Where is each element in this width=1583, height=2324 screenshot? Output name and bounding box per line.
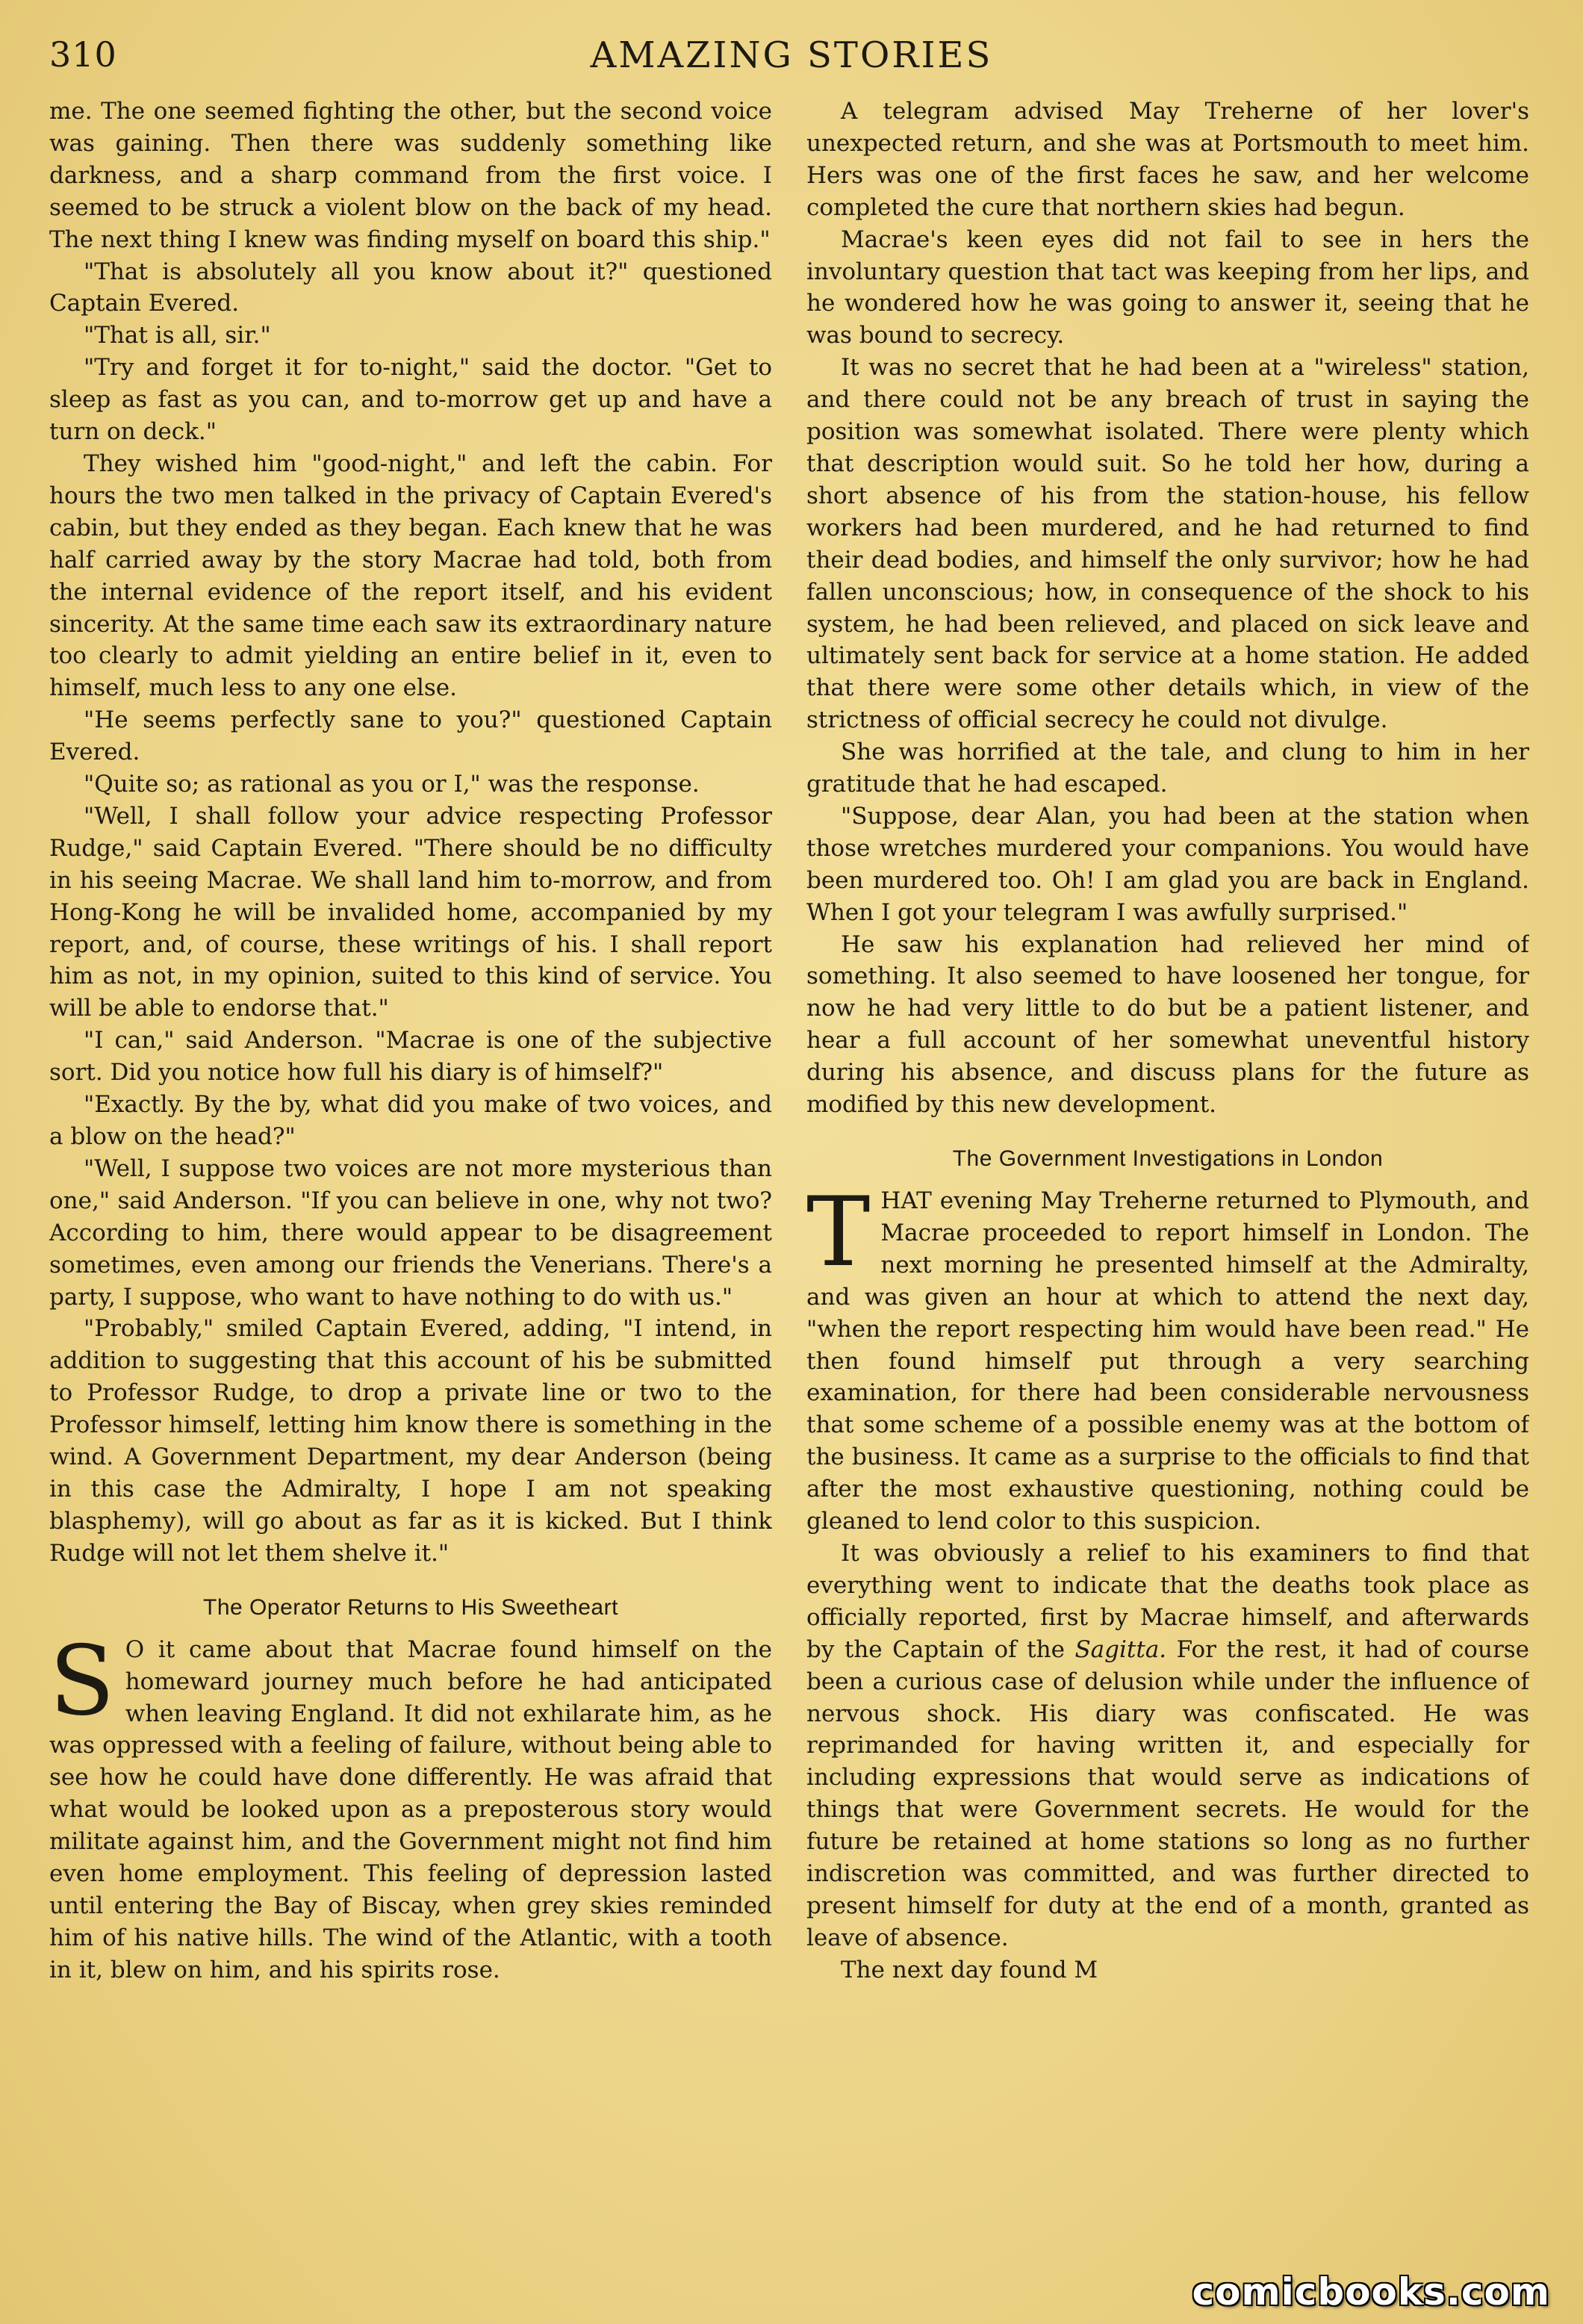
paragraph: It was no secret that he had been at a "wireless" station, and there could not be any breach of trust in saying the position was somewhat isolated. There were plenty which that description would suit. So he told her how, during a short absence of his from the station-house, his fellow workers had been murdered, and he had returned to find their dead bodies, and himself the only survivor; how he had fallen unconscious; how, in consequence of the shock to his system, he had been relieved, and placed on sick leave and ultimately sent back for service at a home station. He added that there were some other details which, in view of the strictness of official secrecy he could not divulge. bbox=[806, 354, 1529, 734]
paragraph: Macrae's keen eyes did not fail to see in hers the involuntary question that tact was keeping from her lips, and he wondered how he was going to answer it, seeing that he was bound to secrecy. bbox=[806, 226, 1529, 349]
dropcap-paragraph bbox=[806, 1177, 1529, 1538]
paragraph: "I can," said Anderson. "Macrae is one of the subjective sort. Did you notice how full his diary is of himself?" bbox=[49, 1027, 772, 1087]
left-column-body bbox=[49, 96, 772, 1570]
right-section-body bbox=[806, 1177, 1529, 1986]
left-column bbox=[49, 96, 772, 2299]
ship-name: Sagitta. bbox=[1074, 1635, 1167, 1663]
dropcap-letter: S bbox=[49, 1625, 115, 1737]
watermark-logo: comicbooks.com bbox=[1192, 2270, 1550, 2314]
paragraph: A telegram advised May Treherne of her lover's unexpected return, and she was at Portsmouth to meet him. Hers was one of the first faces he saw, and her welcome completed the cure that northern skies had begun. bbox=[806, 98, 1529, 221]
paragraph: "Exactly. By the by, what did you make of two voices, and a blow on the head?" bbox=[49, 1091, 772, 1150]
paragraph: "Try and forget it for to-night," said the doctor. "Get to sleep as fast as you can, and to-morrow get up and have a turn on deck." bbox=[49, 354, 772, 446]
paragraph: They wished him "good-night," and left the cabin. For hours the two men talked in the privacy of Captain Evered's cabin, but they ended as they began. Each knew that he was half carried away by the story Macrae had told, both from the internal evidence of the report itself, and his evident sincerity. At the same time each saw its extraordinary nature too clearly to admit yielding an entire belief in it, even to himself, much less to any one else. bbox=[49, 450, 772, 702]
dropcap-paragraph-text: O it came about that Macrae found himself on the homeward journey much before he had anticipated when leaving England. It did not exhilarate him, as he was oppressed with a feeling of failure, without being able to see how he could have done differently. He was afraid that what would be looked upon as a preposterous story would militate against him, and the Government might not find him even home employment. This feeling of depression lasted until entering the Bay of Biscay, when grey skies reminded him of his native hills. The wind of the Atlantic, with a tooth in it, blew on him, and his spirits rose. bbox=[49, 1635, 772, 1983]
paragraph: "Quite so; as rational as you or I," was the response. bbox=[84, 771, 700, 798]
paragraph-text-start: It was obviously a relief to his examiners to find that everything went to indicate that the deaths took place as officially reported, first by Macrae himself, and afterwards by the Captain of the bbox=[806, 1539, 1529, 1663]
page-number: 310 bbox=[49, 34, 117, 75]
left-section-body bbox=[49, 1625, 772, 1986]
paragraph: "Probably," smiled Captain Evered, adding, "I intend, in addition to suggesting that this account of his be submitted to Professor Rudge, to drop a private line or two to the Professor himself, letting him know there is something in the wind. A Government Department, my dear Anderson (being in this case the Admiralty, I hope I am not speaking blasphemy), will go about as far as it is kicked. But I think Rudge will not let them shelve it." bbox=[49, 1315, 772, 1567]
dropcap-letter: T bbox=[806, 1177, 871, 1288]
dropcap-paragraph bbox=[49, 1625, 772, 1986]
section-heading-investigations: The Government Investigations in London bbox=[952, 1146, 1384, 1171]
paragraph-text-end: For the rest, it had of course been a curious case of delusion while under the influence of nervous shock. His diary was confiscated. He was reprimanded for having written it, and especially for including expressions that would serve as indications of things that were Government secrets. He would for the future be retained at home stations so long as no further indiscretion was committed, and was further directed to present himself for duty at the end of a month, granted as leave of absence. bbox=[806, 1635, 1529, 1951]
section-heading-sweetheart: The Operator Returns to His Sweetheart bbox=[203, 1594, 618, 1620]
dropcap-paragraph-text: HAT evening May Treherne returned to Plymouth, and Macrae proceeded to report himself in London. The next morning he presented himself at the Admiralty, and was given an hour at which to attend the next day, "when the report respecting him would have been read." He then found himself put through a very searching examination, for there had been considerable nervousness that some scheme of a possible enemy was at the bottom of the business. It came as a surprise to the officials to find that after the most exhaustive questioning, nothing could be gleaned to lend color to this suspicion. bbox=[806, 1187, 1529, 1535]
magazine-title: AMAZING STORIES bbox=[590, 34, 993, 76]
paragraph bbox=[806, 1538, 1529, 1954]
paragraph: "That is absolutely all you know about it?" questioned Captain Evered. bbox=[49, 258, 772, 317]
paragraph: "Well, I shall follow your advice respecting Professor Rudge," said Captain Evered. "There should be no difficulty in his seeing Macrae. We shall land him to-morrow, and from Hong-Kong he will be invalided home, accompanied by my report, and, of course, these writings of his. I shall report him as not, in my opinion, suited to this kind of service. You will be able to endorse that." bbox=[49, 802, 772, 1022]
paragraph: "Suppose, dear Alan, you had been at the station when those wretches murdered your companions. You would have been murdered too. Oh! I am glad you are back in England. When I got your telegram I was awfully surprised." bbox=[806, 802, 1529, 926]
paragraph: "He seems perfectly sane to you?" questioned Captain Evered. bbox=[49, 706, 772, 766]
paragraph: "That is all, sir." bbox=[84, 322, 271, 349]
right-column-body bbox=[806, 96, 1529, 1121]
paragraph: She was horrified at the tale, and clung to him in her gratitude that he had escaped. bbox=[806, 739, 1529, 798]
paragraph-last-line: The next day found M bbox=[841, 1956, 1098, 1983]
paragraph: He saw his explanation had relieved her mind of something. It also seemed to have loosened her tongue, for now he had very little to do but be a patient listener, and hear a full account of her somewhat uneventful history during his absence, and discuss plans for the future as modified by this new development. bbox=[806, 930, 1529, 1119]
page-header bbox=[0, 34, 1583, 87]
paragraph: me. The one seemed fighting the other, but the second voice was gaining. Then there was suddenly something like darkness, and a sharp command from the first voice. I seemed to be struck a violent blow on the back of my head. The next thing I knew was finding myself on board this ship." bbox=[49, 98, 772, 253]
paragraph: "Well, I suppose two voices are not more mysterious than one," said Anderson. "If you can believe in one, why not two? According to him, there would appear to be disagreement sometimes, even among our friends the Venerians. There's a party, I suppose, who want to have nothing to do with us." bbox=[49, 1155, 772, 1311]
right-column bbox=[806, 96, 1529, 2299]
